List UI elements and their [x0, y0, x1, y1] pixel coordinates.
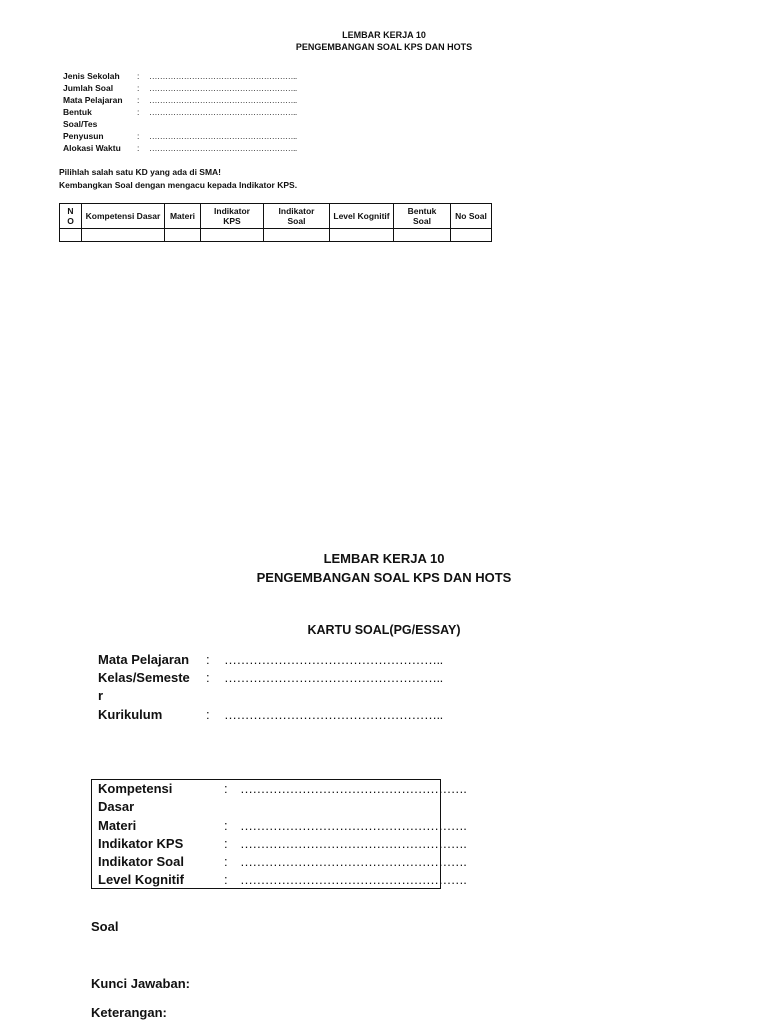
col-header-materi: Materi: [165, 204, 201, 229]
field-blank: ……………………………………………….: [240, 854, 467, 869]
worksheet-title: LEMBAR KERJA 10: [342, 30, 426, 40]
field-label: Kelas/Semester: [98, 670, 190, 703]
field-blank: ………………………………………………..: [149, 131, 297, 141]
field-blank: ………………………………………………..: [149, 107, 297, 117]
col-header-no: NO: [60, 204, 82, 229]
instruction-line: Pilihlah salah satu KD yang ada di SMA!: [59, 167, 222, 177]
col-header-indikator-soal: Indikator Soal: [264, 204, 330, 229]
table-cell[interactable]: [394, 229, 451, 242]
table-cell[interactable]: [264, 229, 330, 242]
field-label: Mata Pelajaran: [98, 652, 190, 667]
col-header-level-kognitif: Level Kognitif: [330, 204, 394, 229]
table-cell[interactable]: [451, 229, 492, 242]
field-blank: ……………………………………………….: [240, 781, 467, 796]
kunci-jawaban-label: Kunci Jawaban:: [91, 976, 190, 991]
keterangan-label: Keterangan:: [91, 1005, 167, 1020]
field-label: Kurikulum: [98, 707, 163, 722]
table-cell[interactable]: [82, 229, 165, 242]
field-blank: ………………………………………………..: [149, 71, 297, 81]
field-colon: :: [206, 707, 210, 722]
worksheet-subtitle: PENGEMBANGAN SOAL KPS DAN HOTS: [295, 42, 473, 52]
field-blank: ……………………………………………..: [224, 652, 443, 667]
field-blank: ………………………………………………..: [149, 143, 297, 153]
kd-table: [59, 203, 492, 242]
field-label: Materi: [98, 818, 137, 833]
field-label: Jumlah Soal: [63, 83, 114, 93]
table-cell[interactable]: [60, 229, 82, 242]
table-header-row: [60, 204, 492, 229]
card-detail-box: [91, 779, 467, 889]
field-label: Kompetensi Dasar: [98, 781, 173, 814]
field-blank: ………………………………………………..: [149, 83, 297, 93]
field-blank: ……………………………………………….: [240, 872, 467, 887]
col-header-bentuk-soal: Bentuk Soal: [394, 204, 451, 229]
field-label: Level Kognitif: [98, 872, 184, 887]
field-colon: :: [224, 872, 228, 887]
field-colon: :: [137, 83, 140, 93]
field-blank: ………………………………………………..: [149, 95, 297, 105]
field-label: Indikator Soal: [98, 854, 184, 869]
col-header-kompetensi-dasar: Kompetensi Dasar: [82, 204, 165, 229]
field-colon: :: [224, 836, 228, 851]
table-cell[interactable]: [165, 229, 201, 242]
worksheet-title: LEMBAR KERJA 10: [323, 551, 445, 566]
field-blank: ……………………………………………….: [240, 836, 467, 851]
field-blank: ……………………………………………..: [224, 670, 443, 685]
field-colon: :: [137, 143, 140, 153]
field-colon: :: [137, 95, 140, 105]
field-blank: ……………………………………………..: [224, 707, 443, 722]
table-cell[interactable]: [330, 229, 394, 242]
card-title: KARTU SOAL(PG/ESSAY): [307, 623, 461, 637]
worksheet-subtitle: PENGEMBANGAN SOAL KPS DAN HOTS: [256, 570, 512, 585]
field-colon: :: [224, 818, 228, 833]
field-colon: :: [137, 71, 140, 81]
field-colon: :: [137, 107, 140, 117]
field-blank: ……………………………………………….: [240, 818, 467, 833]
col-header-no-soal: No Soal: [451, 204, 492, 229]
field-label: Indikator KPS: [98, 836, 184, 851]
field-colon: :: [206, 652, 210, 667]
instruction-line: Kembangkan Soal dengan mengacu kepada Indikator KPS.: [59, 180, 298, 190]
soal-label: Soal: [91, 919, 119, 934]
field-label: Alokasi Waktu: [63, 143, 121, 153]
field-label: Mata Pelajaran: [63, 95, 123, 105]
field-colon: :: [137, 131, 140, 141]
table-cell[interactable]: [201, 229, 264, 242]
field-label: Bentuk Soal/Tes: [63, 107, 98, 129]
field-colon: :: [206, 670, 210, 685]
field-label: Jenis Sekolah: [63, 71, 120, 81]
field-colon: :: [224, 854, 228, 869]
field-colon: :: [224, 781, 228, 796]
table-row: [60, 229, 492, 242]
col-header-indikator-kps: Indikator KPS: [201, 204, 264, 229]
field-label: Penyusun: [63, 131, 104, 141]
